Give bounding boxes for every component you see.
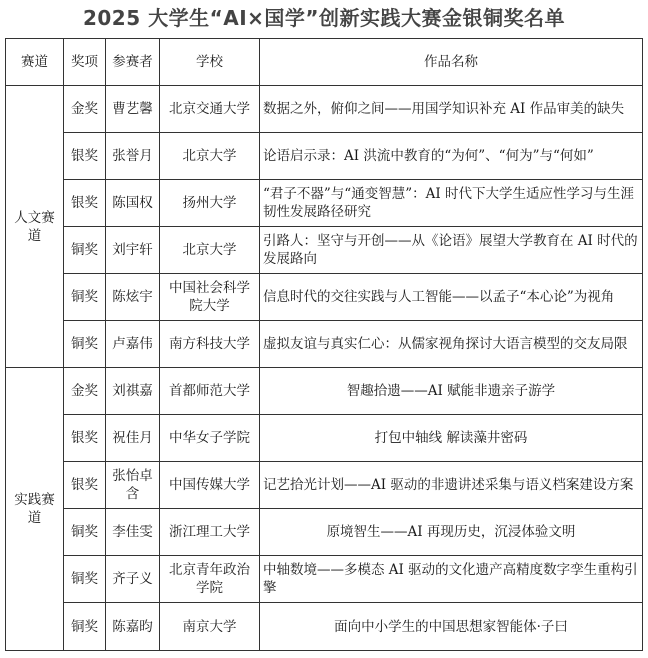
participant-cell: 齐子义 — [106, 556, 160, 603]
track-humanities: 人文赛道 — [6, 86, 64, 368]
participant-cell: 刘祺嘉 — [106, 368, 160, 415]
page-title: 2025 大学生“AI×国学”创新实践大赛金银铜奖名单 — [82, 6, 566, 30]
work-title-cell: 虚拟友谊与真实仁心：从儒家视角探讨大语言模型的交友局限 — [260, 321, 643, 368]
table-row — [6, 180, 643, 227]
school-cell: 中国传媒大学 — [160, 462, 260, 509]
table-row — [6, 462, 643, 509]
participant-cell: 张誉月 — [106, 133, 160, 180]
participant-cell: 祝佳月 — [106, 415, 160, 462]
table-row — [6, 368, 643, 415]
work-title-cell: 中轴数境——多模态 AI 驱动的文化遗产高精度数字孪生重构引擎 — [260, 556, 643, 603]
work-title-cell: 论语启示录：AI 洪流中教育的“为何”、“何为”与“何如” — [260, 133, 643, 180]
school-cell: 北京交通大学 — [160, 86, 260, 133]
table-row — [6, 556, 643, 603]
school-cell: 首都师范大学 — [160, 368, 260, 415]
participant-cell: 陈嘉昀 — [106, 603, 160, 651]
award-cell: 铜奖 — [64, 603, 106, 651]
school-cell: 扬州大学 — [160, 180, 260, 227]
work-title-cell: 智趣拾遗——AI 赋能非遗亲子游学 — [260, 368, 643, 415]
work-title-cell: 原境智生——AI 再现历史，沉浸体验文明 — [260, 509, 643, 556]
participant-cell: 卢嘉伟 — [106, 321, 160, 368]
table-row — [6, 415, 643, 462]
award-cell: 铜奖 — [64, 274, 106, 321]
table-row — [6, 509, 643, 556]
work-title-cell: 打包中轴线 解读藻井密码 — [260, 415, 643, 462]
work-title-cell: 数据之外，俯仰之间——用国学知识补充 AI 作品审美的缺失 — [260, 86, 643, 133]
award-cell: 铜奖 — [64, 509, 106, 556]
school-cell: 中国社会科学院大学 — [160, 274, 260, 321]
award-cell: 铜奖 — [64, 321, 106, 368]
header-school: 学校 — [160, 39, 260, 86]
participant-cell: 张怡卓含 — [106, 462, 160, 509]
work-title-cell: 信息时代的交往实践与人工智能——以孟子“本心论”为视角 — [260, 274, 643, 321]
participant-cell: 李佳雯 — [106, 509, 160, 556]
participant-cell: 刘宇轩 — [106, 227, 160, 274]
participant-cell: 曹艺馨 — [106, 86, 160, 133]
school-cell: 浙江理工大学 — [160, 509, 260, 556]
table-row — [6, 227, 643, 274]
work-title-cell: 引路人：坚守与开创——从《论语》展望大学教育在 AI 时代的发展路向 — [260, 227, 643, 274]
award-cell: 银奖 — [64, 180, 106, 227]
award-cell: 铜奖 — [64, 227, 106, 274]
table-row — [6, 133, 643, 180]
school-cell: 南京大学 — [160, 603, 260, 651]
award-cell: 银奖 — [64, 133, 106, 180]
school-cell: 中华女子学院 — [160, 415, 260, 462]
track-practice: 实践赛道 — [6, 368, 64, 651]
award-cell: 金奖 — [64, 368, 106, 415]
school-cell: 北京青年政治学院 — [160, 556, 260, 603]
table-row — [6, 603, 643, 651]
table-row — [6, 86, 643, 133]
award-cell: 银奖 — [64, 415, 106, 462]
header-person: 参赛者 — [106, 39, 160, 86]
table-row — [6, 321, 643, 368]
header-track: 赛道 — [6, 39, 64, 86]
header-award: 奖项 — [64, 39, 106, 86]
work-title-cell: 面向中小学生的中国思想家智能体·子曰 — [260, 603, 643, 651]
awards-table — [5, 38, 643, 651]
header-work: 作品名称 — [260, 39, 643, 86]
award-cell: 银奖 — [64, 462, 106, 509]
award-cell: 铜奖 — [64, 556, 106, 603]
award-cell: 金奖 — [64, 86, 106, 133]
school-cell: 北京大学 — [160, 133, 260, 180]
work-title-cell: 记艺拾光计划——AI 驱动的非遗讲述采集与语义档案建设方案 — [260, 462, 643, 509]
participant-cell: 陈国权 — [106, 180, 160, 227]
school-cell: 南方科技大学 — [160, 321, 260, 368]
work-title-cell: “君子不器”与“通变智慧”：AI 时代下大学生适应性学习与生涯韧性发展路径研究 — [260, 180, 643, 227]
participant-cell: 陈炫宇 — [106, 274, 160, 321]
table-header-row — [6, 39, 643, 86]
table-row — [6, 274, 643, 321]
school-cell: 北京大学 — [160, 227, 260, 274]
